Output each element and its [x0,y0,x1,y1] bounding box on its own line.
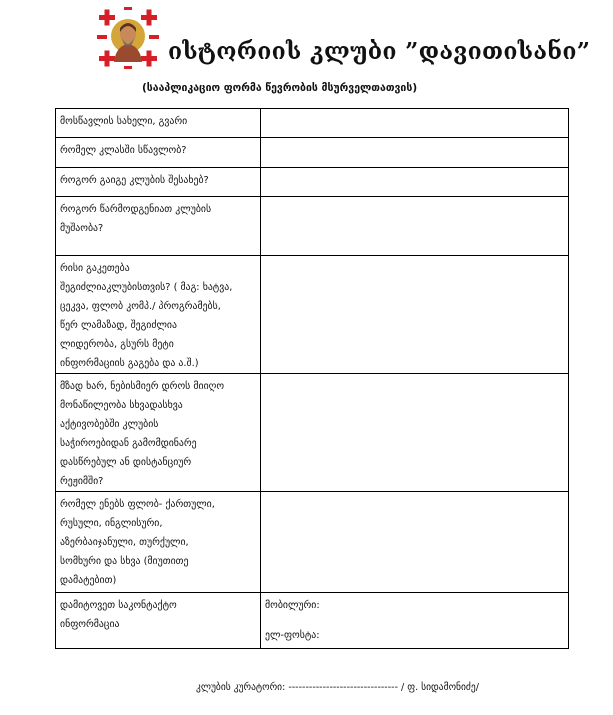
answer-field-availability[interactable] [261,374,569,492]
question-label: მზად ხარ, ნებისმიერ დროს მიიღო მონაწილეობა სხვადასხვა აქტივობებში კლუბის საჭიროებიდან გამომდინარე დასწრებულ ან დისტანციურ რეჟიმში? [60,381,225,487]
answer-field-languages[interactable] [261,492,569,593]
answer-field-expectations[interactable] [261,197,569,256]
club-logo [96,6,160,70]
question-label: როგორ წარმოდგენიათ კლუბის მუშაობა? [60,204,212,234]
question-label: მოსწავლის სახელი, გვარი [60,116,188,127]
curator-line: კლუბის კურატორი: -------------------------------- / ფ. სიდამონიძე/ [196,682,479,693]
question-label: რომელ კლასში სწავლობ? [60,145,187,156]
form-row [56,168,569,197]
question-cell [56,593,261,649]
question-cell [56,197,261,256]
page-title: ისტორიის კლუბი ”დავითისანი” [168,38,591,65]
form-row [56,374,569,492]
question-cell [56,168,261,197]
question-cell [56,374,261,492]
question-cell [56,138,261,168]
question-cell [56,492,261,593]
question-label: როგორ გაიგე კლუბის შესახებ? [60,175,209,186]
page-subtitle: (სააპლიკაციო ფორმა წევრობის მსურველთათვის) [142,82,418,94]
form-row [56,256,569,374]
form-row [56,492,569,593]
answer-field-contact[interactable] [261,593,569,649]
answer-field-grade[interactable] [261,138,569,168]
form-row [56,197,569,256]
question-cell [56,256,261,374]
form-row [56,109,569,138]
question-label: დამიტოვეთ საკონტაქტო ინფორმაცია [60,600,177,630]
mobile-label: მობილური: [265,600,320,611]
application-form [55,108,569,649]
answer-field-skills[interactable] [261,256,569,374]
email-label: ელ-ფოსტა: [265,630,320,641]
form-row [56,593,569,649]
answer-field-name[interactable] [261,109,569,138]
answer-field-source[interactable] [261,168,569,197]
question-cell [56,109,261,138]
saint-icon [111,19,145,62]
question-label: რომელ ენებს ფლობ- ქართული, რუსული, ინგლისური, აზერბაიჯანული, თურქული, სომხური და სხვა (მიუთითე დამატებით) [60,499,215,586]
question-label: რისი გაკეთება შეგიძლიაკლუბისთვის? ( მაგ: ხატვა, ცეკვა, ფლობ კომპ./ პროგრამებს, წერ ლამაზად, შეგიძლია ლიდერობა, გსურს მეტი ინფორმაციის გაგება და ა.შ.) [60,263,233,369]
form-row [56,138,569,168]
